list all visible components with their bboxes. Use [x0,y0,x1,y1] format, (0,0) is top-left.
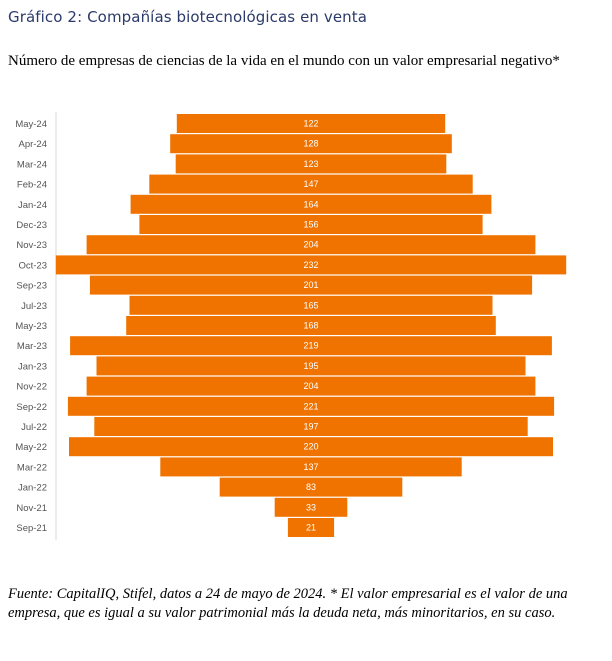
y-tick-label: Dec-23 [16,220,47,231]
data-label: 219 [303,340,319,351]
y-tick-label: Jan-24 [17,199,47,211]
y-tick-label: Nov-21 [16,502,47,514]
data-label: 204 [303,239,319,250]
data-label: 33 [305,502,317,513]
data-label: 221 [303,401,319,412]
data-label: 83 [305,482,317,493]
y-tick-label: Sep-23 [16,280,47,292]
y-tick-label: Mar-24 [16,159,47,171]
data-label: 197 [303,421,319,432]
data-label: 201 [303,280,319,291]
y-tick-label: Jul-22 [21,422,47,433]
chart-title: Número de empresas de ciencias de la vida en el mundo con un valor empresarial negativo* [8,53,560,69]
y-tick-label: Apr-24 [18,139,47,151]
chart-heading: Gráfico 2: Compañías biotecnológicas en venta [8,8,368,26]
data-label: 128 [303,138,319,149]
y-tick-label: May-22 [15,442,47,454]
y-tick-label: Sep-21 [16,523,47,534]
y-tick-label: Jul-23 [21,300,47,312]
y-tick-label: Jan-22 [17,482,47,494]
data-label: 122 [303,118,319,129]
y-tick-label: Mar-22 [16,462,47,474]
y-tick-label: Mar-23 [16,341,47,353]
data-label: 164 [303,199,319,210]
data-label: 195 [303,360,319,371]
y-tick-label: May-23 [15,321,47,332]
y-tick-label: Oct-23 [18,260,47,272]
data-label: 123 [303,158,319,169]
data-label: 165 [303,300,319,311]
data-label: 137 [303,461,319,472]
data-label: 204 [303,381,319,392]
y-tick-label: May-24 [15,119,47,130]
data-label: 156 [303,219,319,230]
y-tick-label: Sep-22 [16,401,47,413]
y-tick-label: Feb-24 [16,179,47,191]
data-label: 21 [305,522,317,533]
pyramid-bar-chart [0,108,612,534]
data-label: 168 [303,320,319,331]
y-tick-label: Jan-23 [17,361,47,373]
data-label: 220 [303,441,319,452]
data-label: 147 [303,179,319,190]
y-tick-label: Nov-23 [16,240,47,252]
data-label: 232 [303,259,319,270]
y-tick-label: Nov-22 [16,381,47,393]
source-note: Fuente: CapitalIQ, Stifel, datos a 24 de mayo de 2024. * El valor empresarial es el valor de una empresa, que es igual a su valor patrimonial más la deuda neta, más minoritarios, en su caso. [8,586,568,621]
